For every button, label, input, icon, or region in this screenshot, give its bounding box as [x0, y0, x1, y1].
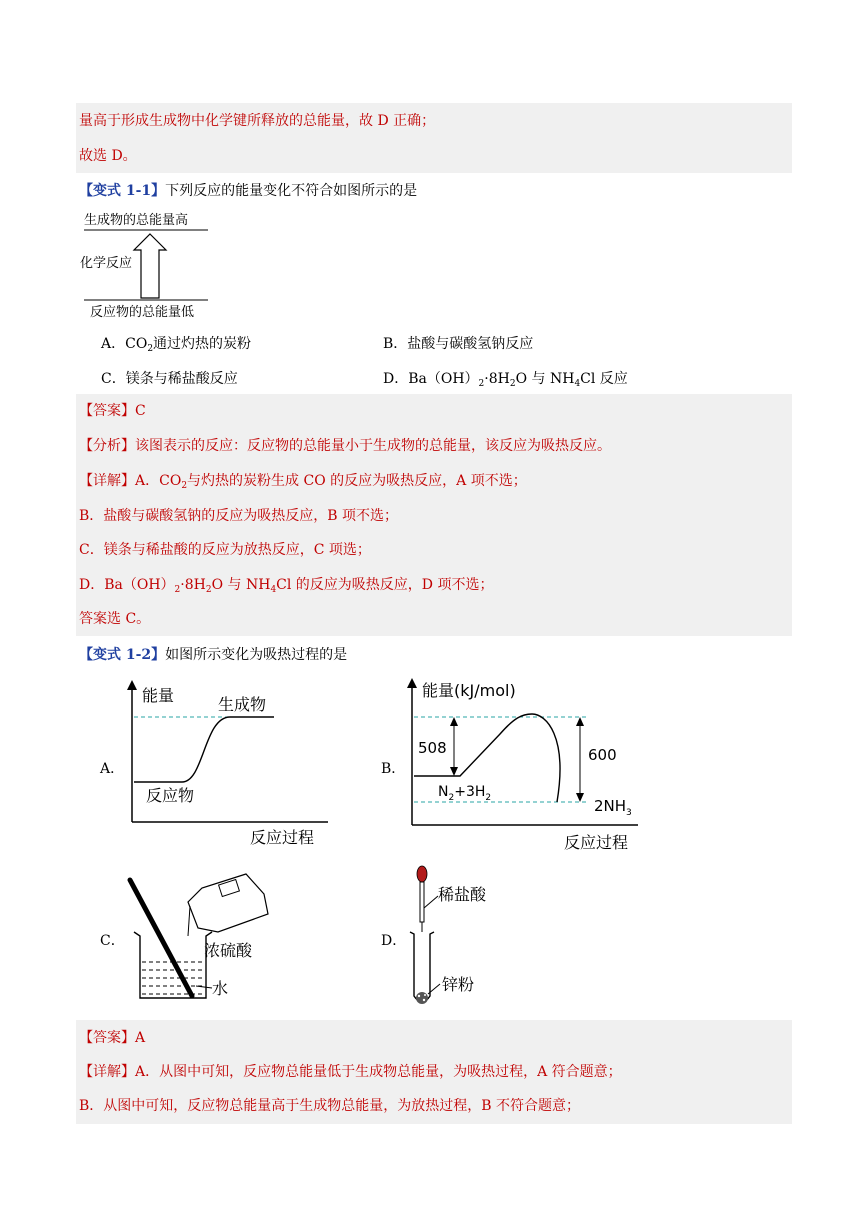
q1-detail-2: B．盐酸与碳酸氢钠的反应为吸热反应，B 项不选；: [79, 508, 399, 524]
fig-b-ylabel: 能量(kJ/mol): [422, 681, 516, 700]
fig-b-curve: [414, 714, 560, 802]
fig-d-acid: 稀盐酸: [438, 885, 487, 904]
fig-b-600: 600: [588, 746, 617, 764]
top-band-line-2: 故选 D。: [79, 148, 137, 164]
fig-b-product: $2NH_3$: [594, 797, 632, 818]
q2-fig-c: [118, 870, 278, 1010]
top-band-line-1: 量高于形成生成物中化学键所释放的总能量，故 D 正确；: [79, 113, 436, 129]
double-arrow-icon: [450, 767, 458, 776]
q2-answer: 【答案】A: [79, 1030, 146, 1046]
q1-detail-1: 【详解】A．$CO_2$与灼热的炭粉生成 CO 的反应为吸热反应，A 项不选；: [79, 473, 527, 491]
q2-fig-b: [398, 674, 648, 854]
q1-option-c: C．镁条与稀盐酸反应: [101, 371, 238, 387]
q2-fig-c-letter: C．: [100, 933, 125, 949]
fig-b-reactant: $N_2+3H_2$: [438, 784, 492, 803]
q1-tag: 【变式 1-1】: [79, 183, 166, 199]
q1-option-b: B．盐酸与碳酸氢钠反应: [383, 336, 534, 352]
fig-b-508: 508: [418, 739, 447, 757]
q1-option-d: D．$Ba(OH)_2\cdot 8H_2O$ 与 $NH_4Cl$ 反应: [383, 371, 628, 389]
double-arrow-icon: [576, 717, 584, 726]
q2-tag: 【变式 1-2】: [79, 647, 166, 663]
q2-detail-1: 【详解】A．从图中可知，反应物总能量低于生成物总能量，为吸热过程，A 符合题意；: [79, 1064, 622, 1080]
q1-detail-4: D．$Ba(OH)_2\cdot 8H_2O$ 与 $NH_4Cl$ 的反应为吸热反应，D 项不选；: [79, 577, 494, 595]
q1-fig-mid-label: 化学反应: [80, 256, 133, 271]
q1-stem: [79, 182, 417, 200]
y-axis-arrow-icon: [407, 678, 417, 688]
fig-a-xlabel: 反应过程: [250, 828, 315, 847]
fig-b-xlabel: 反应过程: [564, 833, 629, 852]
fig-d-powder: 锌粉: [442, 975, 475, 994]
fig-a-product: 生成物: [218, 695, 267, 714]
q2-detail-2: B．从图中可知，反应物总能量高于生成物总能量，为放热过程，B 不符合题意；: [79, 1098, 581, 1114]
fig-a-reactant: 反应物: [146, 786, 195, 805]
q1-analysis: 【分析】该图表示的反应：反应物的总能量小于生成物的总能量，该反应为吸热反应。: [79, 438, 611, 454]
double-arrow-icon: [450, 717, 458, 726]
q2-stem: [79, 646, 347, 664]
fig-c-water: 水: [212, 979, 229, 998]
up-arrow-icon: [134, 234, 166, 298]
q1-detail-3: C．镁条与稀盐酸的反应为放热反应，C 项选；: [79, 542, 371, 558]
fig-c-acid: 浓硫酸: [204, 941, 253, 960]
q2-fig-a: [118, 676, 338, 848]
q1-fig-bottom-label: 反应物的总能量低: [90, 305, 195, 320]
q2-stem-text: 如图所示变化为吸热过程的是: [165, 647, 348, 663]
double-arrow-icon: [576, 793, 584, 802]
q1-option-a: A．$CO_2$通过灼热的炭粉: [101, 336, 252, 354]
q1-answer: 【答案】C: [79, 403, 146, 419]
y-axis-arrow-icon: [127, 680, 137, 690]
q1-fig-top-label: 生成物的总能量高: [84, 213, 189, 228]
q2-fig-d: [398, 862, 518, 1012]
q2-fig-a-letter: A．: [100, 761, 125, 777]
q1-energy-figure: [78, 206, 218, 320]
q1-detail-5: 答案选 C。: [79, 611, 151, 627]
q2-fig-d-letter: D．: [381, 933, 407, 949]
q1-stem-text: 下列反应的能量变化不符合如图所示的是: [165, 183, 418, 199]
fig-a-curve: [134, 717, 274, 782]
fig-a-ylabel: 能量: [142, 686, 175, 705]
q2-fig-b-letter: B．: [381, 761, 406, 777]
dropper-bulb-icon: [417, 866, 427, 882]
